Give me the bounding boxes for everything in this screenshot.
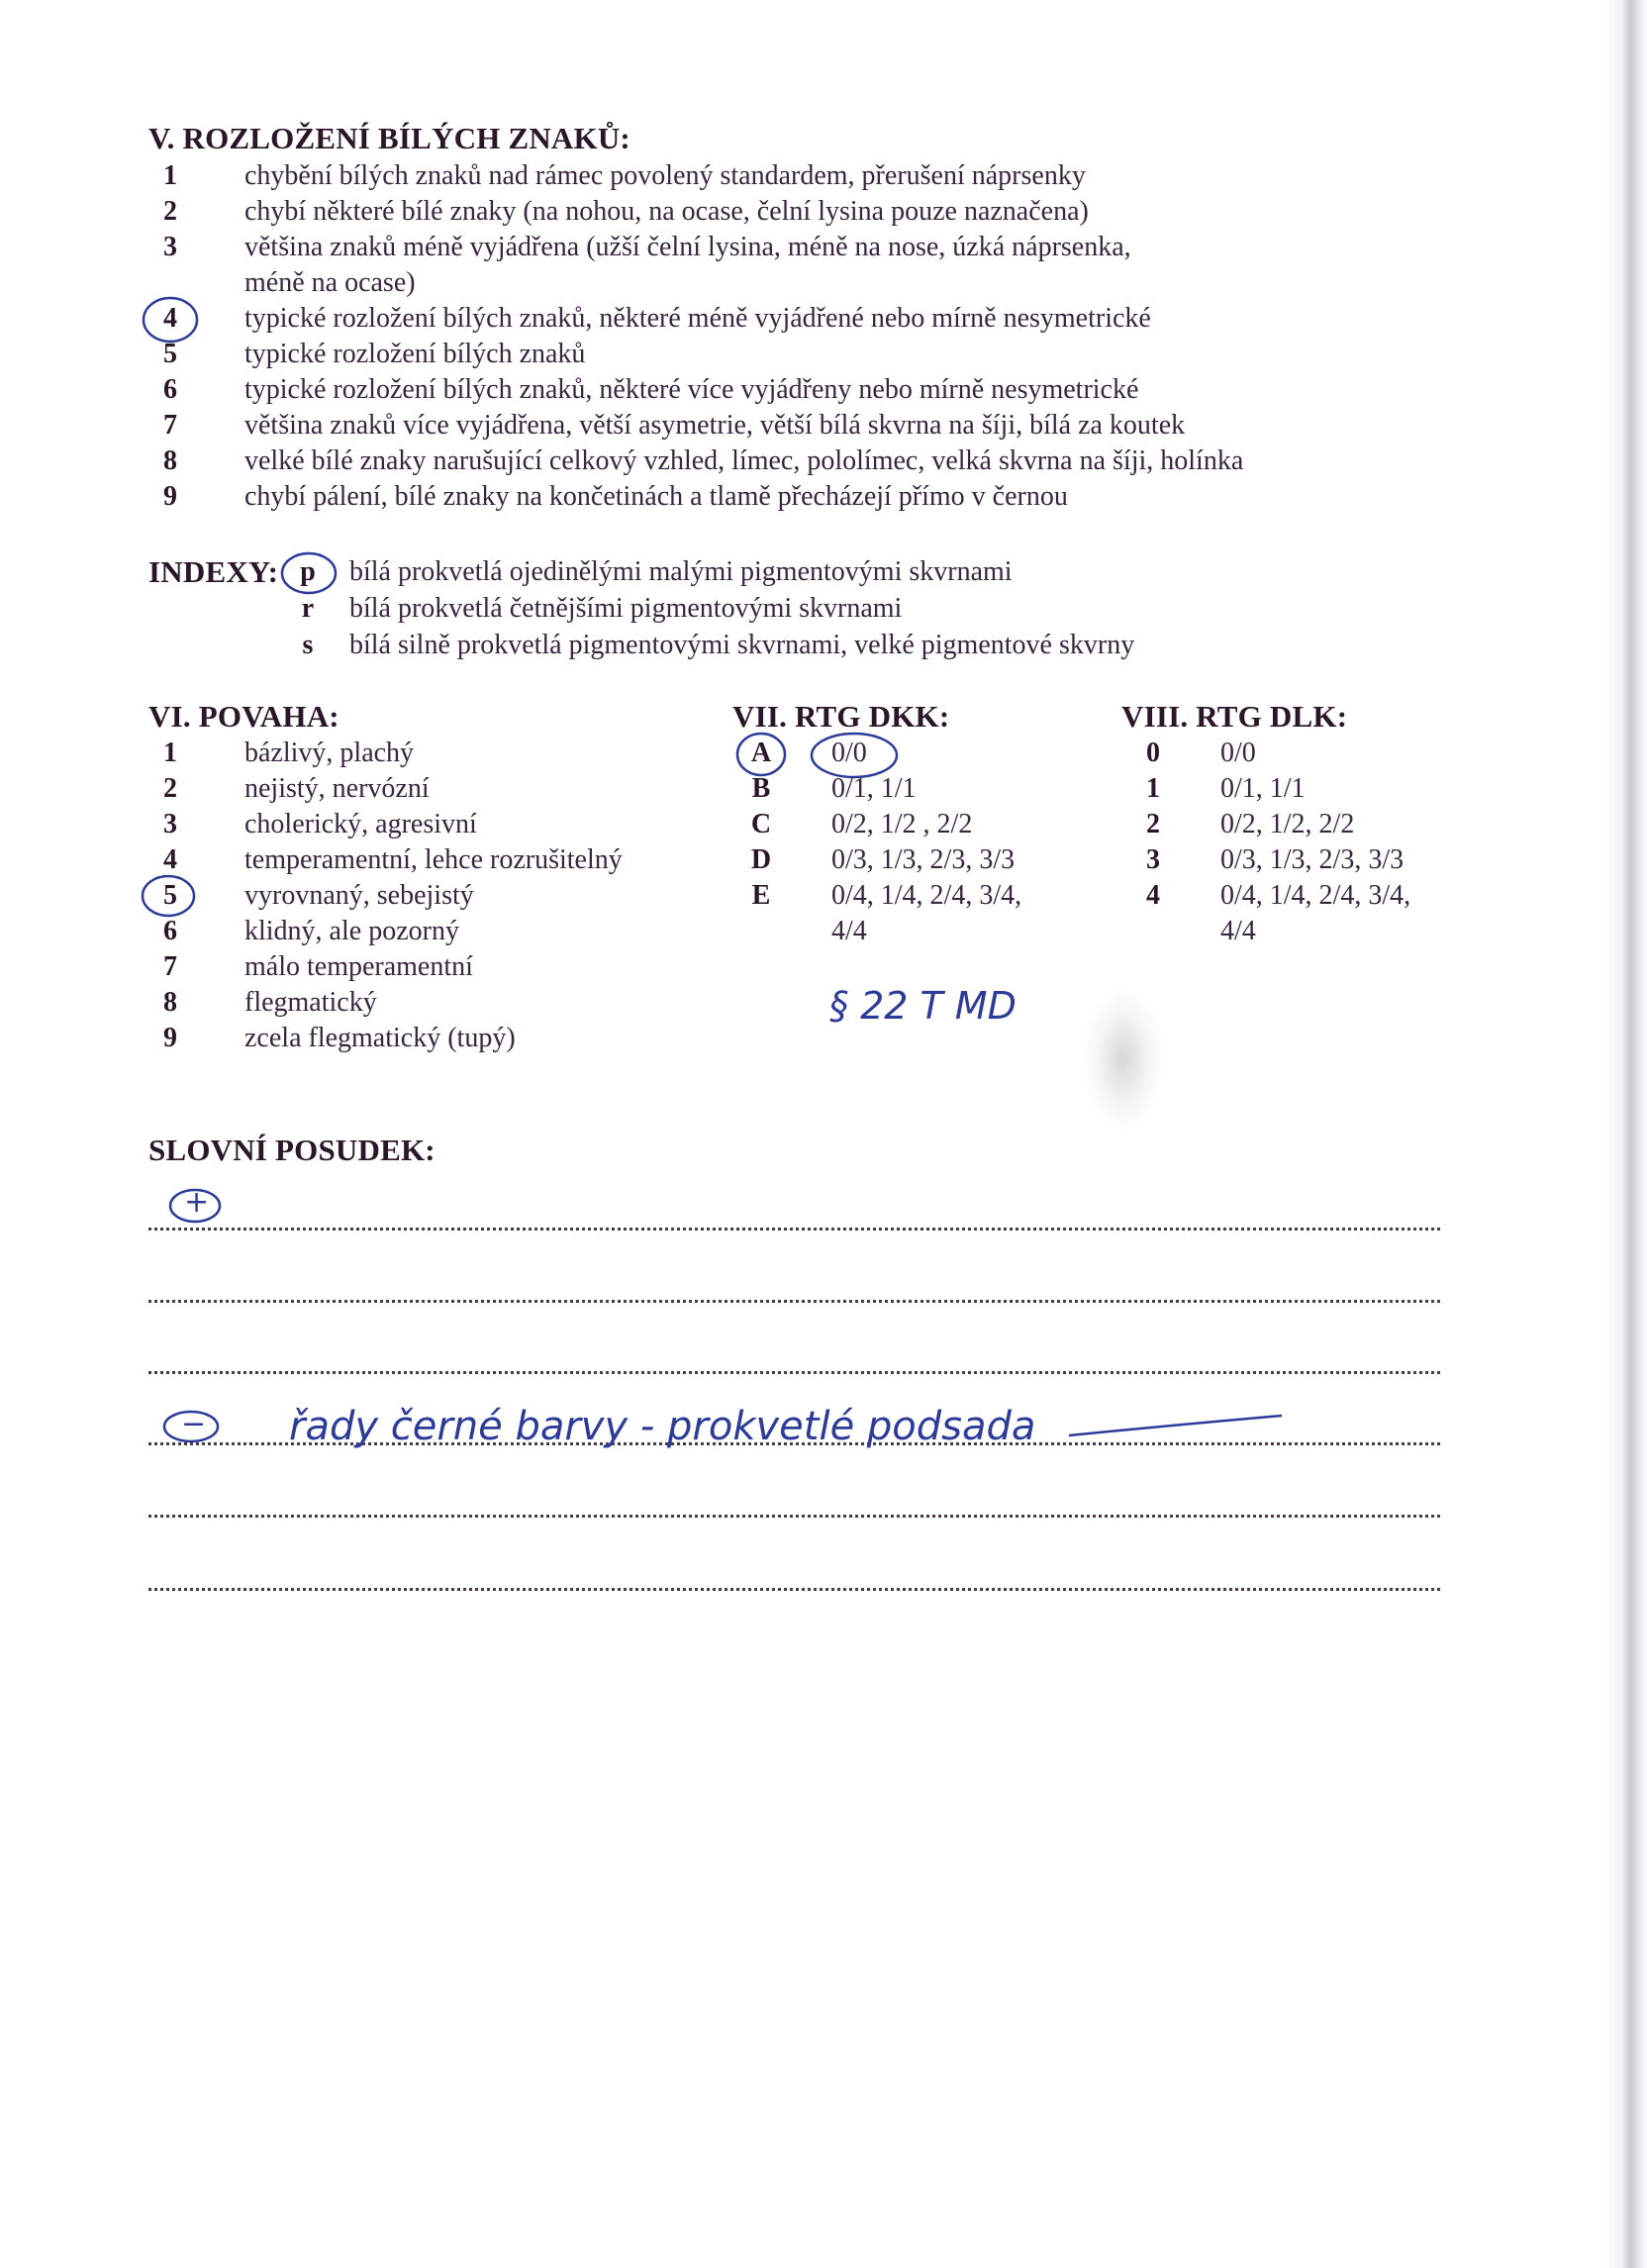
item-letter: C	[750, 809, 772, 839]
item-number: 6	[163, 374, 177, 405]
item-text: většina znaků méně vyjádřena (užší čelní lysina, méně na nose, úzká náprsenka,	[244, 232, 1131, 262]
item-text: 0/3, 1/3, 2/3, 3/3	[1220, 844, 1405, 875]
page-edge-shadow	[1605, 0, 1647, 2268]
item-text: méně na ocase)	[244, 267, 416, 298]
answer-line	[148, 1588, 1440, 1591]
verbal-title: SLOVNÍ POSUDEK:	[148, 1133, 436, 1167]
item-number: 9	[163, 481, 177, 512]
item-number: 3	[163, 232, 177, 262]
item-number: 4	[163, 303, 177, 334]
item-number: 7	[163, 951, 177, 982]
item-text: flegmatický	[244, 987, 377, 1018]
minus-mark: −	[181, 1407, 207, 1441]
item-text: většina znaků více vyjádřena, větší asymetrie, větší bílá skvrna na šíji, bílá za koutek	[244, 410, 1186, 441]
answer-line	[148, 1228, 1440, 1231]
item-letter: A	[750, 738, 772, 768]
item-text: temperamentní, lehce rozrušitelný	[244, 844, 623, 875]
index-letter: r	[301, 593, 315, 624]
item-text: 0/0	[831, 738, 867, 768]
item-number: 1	[163, 738, 177, 768]
indexes-title: INDEXY:	[148, 554, 279, 589]
signature-handwriting: § 22 T MD	[829, 984, 1017, 1028]
item-text: 0/1, 1/1	[1220, 773, 1306, 804]
section6-title: VI. POVAHA:	[148, 699, 339, 734]
item-number: 8	[163, 445, 177, 476]
scan-smudge	[1084, 990, 1163, 1129]
item-number: 8	[163, 987, 177, 1018]
item-number: 9	[163, 1023, 177, 1053]
index-text: bílá silně prokvetlá pigmentovými skvrnami, velké pigmentové skvrny	[349, 630, 1135, 660]
item-text: nejistý, nervózní	[244, 773, 430, 804]
item-number: 4	[163, 844, 177, 875]
item-letter: B	[751, 773, 771, 804]
item-number: 6	[163, 916, 177, 946]
item-text: klidný, ale pozorný	[244, 916, 459, 946]
item-text: 0/0	[1220, 738, 1256, 768]
item-text: málo temperamentní	[244, 951, 473, 982]
answer-line	[148, 1300, 1440, 1303]
item-text: vyrovnaný, sebejistý	[244, 880, 474, 911]
item-text: 0/1, 1/1	[831, 773, 917, 804]
item-text: 0/4, 1/4, 2/4, 3/4,	[1220, 880, 1411, 911]
item-number: 2	[1146, 809, 1160, 839]
item-text: chybění bílých znaků nad rámec povolený standardem, přerušení náprsenky	[244, 160, 1086, 191]
item-text: chybí pálení, bílé znaky na končetinách a tlamě přecházejí přímo v černou	[244, 481, 1068, 512]
item-text: 0/4, 1/4, 2/4, 3/4,	[831, 880, 1022, 911]
item-text: 0/3, 1/3, 2/3, 3/3	[831, 844, 1016, 875]
item-text: chybí některé bílé znaky (na nohou, na ocase, čelní lysina pouze naznačena)	[244, 196, 1089, 227]
item-text: 4/4	[831, 916, 867, 946]
item-number: 1	[1146, 773, 1160, 804]
item-letter: E	[751, 880, 771, 911]
item-text: 0/2, 1/2 , 2/2	[831, 809, 973, 839]
item-number: 2	[163, 773, 177, 804]
index-letter: s	[302, 630, 314, 660]
answer-line	[148, 1371, 1440, 1374]
index-text: bílá prokvetlá ojedinělými malými pigmentovými skvrnami	[349, 556, 1013, 587]
item-number: 2	[163, 196, 177, 227]
minus-note-handwriting: řady černé barvy - prokvetlé podsada	[289, 1404, 1036, 1449]
item-number: 5	[163, 339, 177, 369]
section8-title: VIII. RTG DLK:	[1121, 699, 1348, 734]
item-text: cholerický, agresivní	[244, 809, 477, 839]
item-text: velké bílé znaky narušující celkový vzhled, límec, pololímec, velká skvrna na šíji, holínka	[244, 445, 1244, 476]
item-text: 0/2, 1/2, 2/2	[1220, 809, 1355, 839]
section5-title: V. ROZLOŽENÍ BÍLÝCH ZNAKŮ:	[148, 121, 630, 155]
answer-line	[148, 1515, 1440, 1518]
item-number: 0	[1146, 738, 1160, 768]
plus-mark: +	[184, 1185, 210, 1220]
item-number: 3	[163, 809, 177, 839]
index-letter: p	[300, 556, 316, 587]
item-number: 1	[163, 160, 177, 191]
item-text: typické rozložení bílých znaků, některé více vyjádřeny nebo mírně nesymetrické	[244, 374, 1139, 405]
section7-title: VII. RTG DKK:	[732, 699, 950, 734]
item-number: 7	[163, 410, 177, 441]
item-text: typické rozložení bílých znaků	[244, 339, 586, 369]
item-text: bázlivý, plachý	[244, 738, 415, 768]
item-letter: D	[750, 844, 772, 875]
item-number: 4	[1146, 880, 1160, 911]
item-number: 5	[163, 880, 177, 911]
item-text: typické rozložení bílých znaků, některé méně vyjádřené nebo mírně nesymetrické	[244, 303, 1151, 334]
handwriting-flourish	[1069, 1416, 1282, 1435]
item-text: zcela flegmatický (tupý)	[244, 1023, 516, 1053]
item-text: 4/4	[1220, 916, 1256, 946]
index-text: bílá prokvetlá četnějšími pigmentovými skvrnami	[349, 593, 903, 624]
item-number: 3	[1146, 844, 1160, 875]
